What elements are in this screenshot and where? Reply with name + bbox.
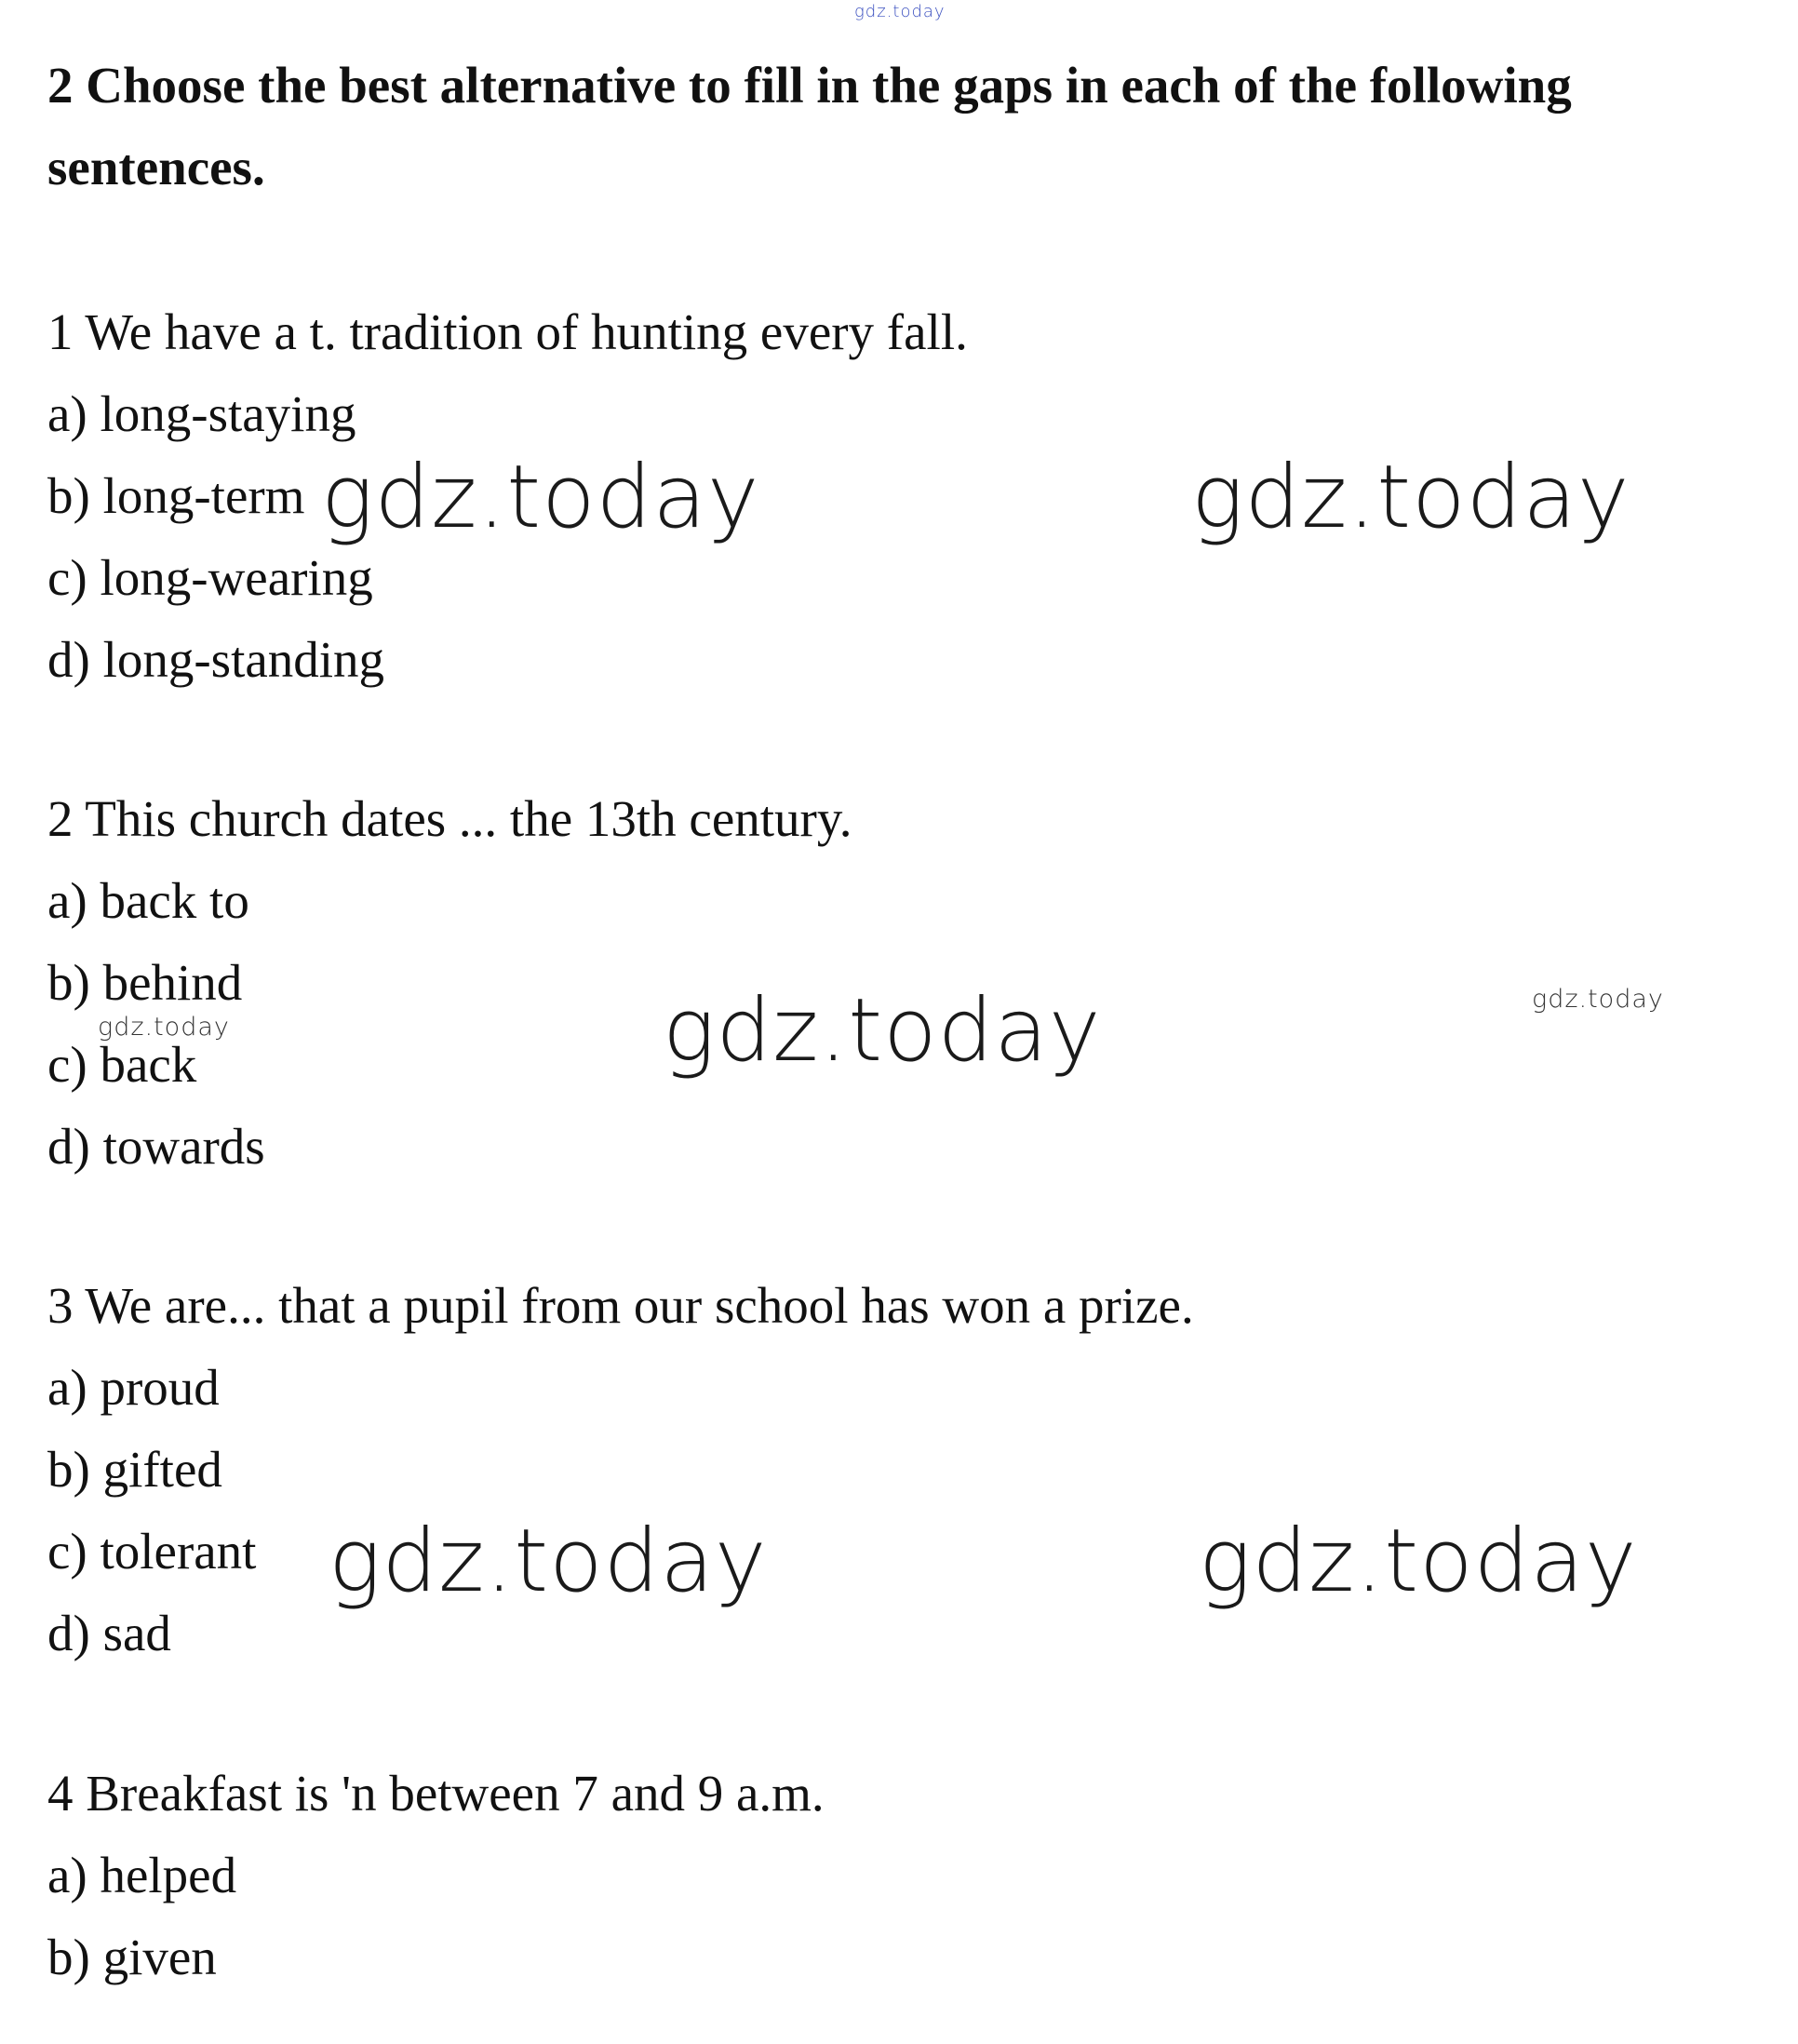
question-2-option-c: c) back (47, 1036, 197, 1093)
question-3-option-d: d) sad (47, 1605, 171, 1661)
watermark-small-1: gdz.today (1532, 985, 1664, 1014)
question-3-option-c: c) tolerant (47, 1523, 257, 1580)
question-1-option-a: a) long-staying (47, 385, 356, 442)
question-2-option-b: b) behind (47, 954, 243, 1011)
watermark-large-5: gdz.today (1199, 1511, 1638, 1612)
question-1-option-b: b) long-term (47, 467, 305, 524)
question-3-prompt: 3 We are... that a pupil from our school has won a prize. (47, 1277, 1194, 1334)
watermark-large-2: gdz.today (1191, 447, 1630, 548)
task-heading: 2 Choose the best alternative to fill in the gaps in each of the following sentences. (47, 57, 1572, 195)
question-4-option-a: a) helped (47, 1847, 237, 1903)
watermark-small-2: gdz.today (98, 1013, 230, 1042)
question-2-option-d: d) towards (47, 1118, 265, 1175)
watermark-top: gdz.today (854, 2, 946, 21)
question-2-option-a: a) back to (47, 872, 249, 929)
question-1-option-c: c) long-wearing (47, 549, 373, 606)
question-4-option-b: b) given (47, 1929, 217, 1985)
question-4-prompt: 4 Breakfast is 'n between 7 and 9 a.m. (47, 1765, 825, 1822)
question-3-option-a: a) proud (47, 1359, 220, 1416)
question-1-prompt: 1 We have a t. tradition of hunting every fall. (47, 303, 968, 360)
watermark-large-4: gdz.today (329, 1511, 768, 1612)
question-1-option-d: d) long-standing (47, 631, 385, 688)
question-2-prompt: 2 This church dates ... the 13th century. (47, 790, 852, 847)
question-3-option-b: b) gifted (47, 1441, 222, 1498)
question-3 (47, 1265, 1194, 1674)
watermark-large-3: gdz.today (663, 980, 1102, 1082)
watermark-large-1: gdz.today (321, 447, 760, 548)
question-4 (47, 1753, 825, 1998)
